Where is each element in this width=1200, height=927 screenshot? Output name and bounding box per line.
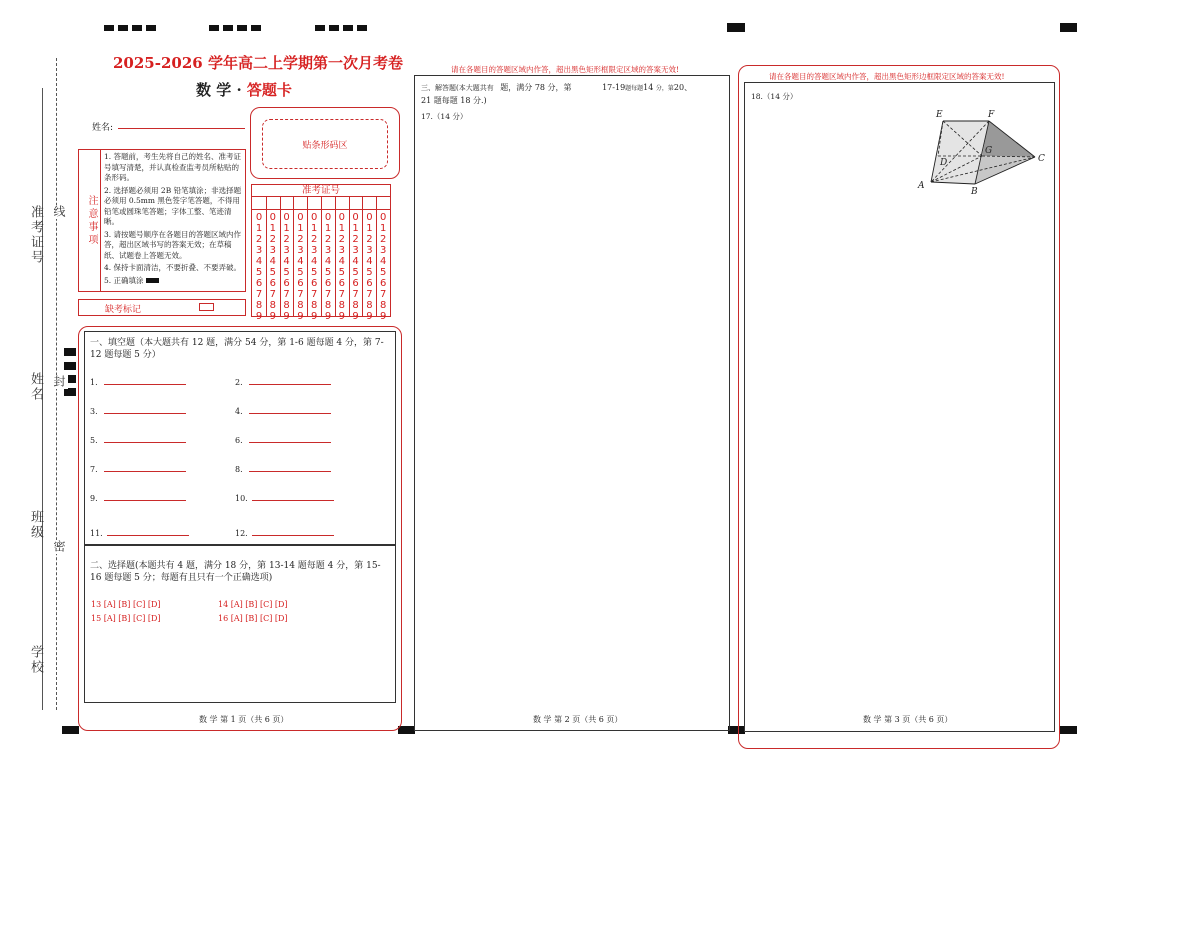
blank-number: 11. (90, 529, 103, 538)
blank-number: 2. (235, 378, 243, 387)
fill-example-label: 5. 正确填涂 (104, 275, 144, 285)
side-label-ticket: 准考证号 (28, 205, 43, 265)
notice-item-fill (104, 276, 244, 287)
ticket-digit[interactable]: 7 (283, 289, 290, 300)
ticket-digit[interactable]: 1 (283, 223, 290, 234)
ticket-digit-column[interactable] (294, 212, 306, 322)
ticket-digit[interactable]: 6 (297, 278, 304, 289)
name-label: 姓名: (92, 123, 114, 133)
side-mark (64, 362, 76, 370)
ticket-digit[interactable]: 2 (283, 234, 290, 245)
ticket-digit[interactable]: 5 (338, 267, 345, 278)
ticket-digit[interactable]: 7 (297, 289, 304, 300)
ticket-digit[interactable]: 0 (255, 212, 263, 223)
section3-part: 三、解答题(本大题共有 (421, 84, 494, 92)
ticket-digit[interactable]: 5 (324, 267, 332, 278)
ticket-digit[interactable]: 8 (366, 300, 373, 311)
ticket-digit-column[interactable] (377, 212, 389, 322)
figure-label-c: C (1038, 154, 1045, 164)
ticket-digit-column[interactable] (281, 212, 293, 322)
ticket-digit[interactable]: 4 (338, 256, 345, 267)
ticket-digit[interactable]: 3 (311, 245, 318, 256)
ticket-grid (251, 184, 391, 322)
notice-item: 2. 选择题必须用 2B 铅笔填涂；非选择题必须用 0.5mm 黑色签字笔答题，不得用铅笔或圆珠笔答题；字体工整、笔迹清晰。 (104, 185, 242, 226)
ticket-digit[interactable]: 1 (380, 223, 387, 234)
ticket-digit[interactable]: 9 (297, 311, 304, 322)
ticket-digit-column[interactable] (253, 212, 265, 322)
ticket-digit[interactable]: 3 (269, 245, 276, 256)
ticket-digit[interactable]: 2 (380, 234, 387, 245)
figure-label-f: F (988, 110, 995, 120)
blank-item (235, 521, 334, 540)
blank-number: 5. (90, 436, 98, 445)
ticket-digit[interactable]: 6 (366, 278, 373, 289)
choice-14[interactable]: 14 [A] [B] [C] [D] (218, 600, 288, 609)
ticket-digit[interactable]: 3 (366, 245, 373, 256)
ticket-digit[interactable]: 3 (380, 245, 387, 256)
ticket-digit[interactable]: 8 (297, 300, 304, 311)
ticket-digit-column[interactable] (308, 212, 320, 322)
timing-mark (104, 25, 159, 31)
blank-item (235, 399, 331, 418)
ticket-digit[interactable]: 9 (352, 311, 359, 322)
ticket-digit-column[interactable] (350, 212, 362, 322)
ticket-digit[interactable]: 4 (324, 256, 332, 267)
ticket-digit[interactable]: 9 (311, 311, 318, 322)
notice-item: 3. 请按题号顺序在各题目的答题区域内作答，超出区域书写的答案无效；在草稿纸、试题卷上答题无效。 (104, 229, 242, 260)
barcode-area (262, 119, 388, 169)
ticket-digit[interactable]: 9 (338, 311, 345, 322)
ticket-digit[interactable]: 2 (311, 234, 318, 245)
figure-label-b: B (971, 187, 978, 197)
ticket-digit[interactable]: 4 (269, 256, 276, 267)
question-18: 18.（14 分） (751, 92, 798, 101)
timing-mark (398, 726, 415, 734)
ticket-digit-column[interactable] (336, 212, 348, 322)
blank-answer-line[interactable] (107, 527, 189, 536)
seal-text-seal: 封 (52, 375, 66, 389)
page2-warning: 请在各题目的答题区域内作答，超出黑色矩形框限定区域的答案无效! (451, 65, 680, 74)
ticket-digit[interactable]: 0 (269, 212, 276, 223)
blank-item (235, 428, 331, 447)
ticket-digit[interactable]: 0 (283, 212, 290, 223)
side-label-school: 学校 (28, 645, 43, 675)
timing-mark (209, 25, 261, 31)
timing-mark (315, 25, 367, 31)
section2-title: 二、选择题(本题共有 4 题，满分 18 分，第 13-14 题每题 4 分，第 15-16 题每题 5 分；每题有且只有一个正确选项) (90, 561, 381, 583)
ticket-digit[interactable]: 7 (269, 289, 276, 300)
ticket-digit[interactable]: 1 (338, 223, 345, 234)
blank-answer-line[interactable] (104, 434, 186, 443)
barcode-label: 贴条形码区 (302, 140, 348, 151)
ticket-digit[interactable]: 0 (352, 212, 359, 223)
blank-answer-line[interactable] (249, 434, 331, 443)
ticket-digit[interactable]: 2 (352, 234, 359, 245)
ticket-digit[interactable]: 2 (324, 234, 332, 245)
blank-answer-line[interactable] (249, 376, 331, 385)
ticket-digit[interactable]: 5 (352, 267, 359, 278)
choice-16[interactable]: 16 [A] [B] [C] [D] (218, 614, 288, 623)
notice-box (78, 149, 246, 292)
ticket-digit[interactable]: 9 (380, 311, 387, 322)
blank-number: 4. (235, 407, 243, 416)
ticket-digit[interactable]: 1 (324, 223, 332, 234)
exam-title: 2025-2026 学年高二上学期第一次月考卷 (113, 54, 403, 72)
ticket-digit-column[interactable] (363, 212, 375, 322)
timing-mark (1060, 23, 1077, 32)
blank-answer-line[interactable] (252, 492, 334, 501)
blank-item (90, 521, 189, 540)
ticket-digit[interactable]: 7 (324, 289, 332, 300)
ticket-digit[interactable]: 3 (297, 245, 304, 256)
ticket-digit[interactable]: 0 (324, 212, 332, 223)
name-field[interactable] (118, 117, 245, 129)
ticket-digit-column[interactable] (267, 212, 279, 322)
ticket-digit[interactable]: 9 (324, 311, 332, 322)
ticket-digit[interactable]: 3 (255, 245, 263, 256)
section3-part: 题，满分 78 分，第 (500, 83, 572, 92)
blank-item (90, 457, 186, 476)
ticket-digit[interactable]: 6 (324, 278, 332, 289)
blank-item (235, 486, 334, 505)
blank-answer-line[interactable] (249, 405, 331, 414)
section3-part: 20、 (673, 83, 693, 92)
ticket-digit[interactable]: 6 (352, 278, 359, 289)
section3-part: 题每题 (625, 85, 644, 92)
page3-warning: 请在各题目的答题区域内作答，超出黑色矩形边框限定区域的答案无效! (769, 72, 1005, 81)
ticket-digit[interactable]: 4 (311, 256, 318, 267)
figure-label-e: E (936, 110, 943, 120)
ticket-digit[interactable]: 4 (255, 256, 263, 267)
ticket-digit[interactable]: 1 (311, 223, 318, 234)
ticket-digit[interactable]: 6 (283, 278, 290, 289)
choice-13[interactable]: 13 [A] [B] [C] [D] (91, 600, 161, 609)
ticket-digit[interactable]: 8 (255, 300, 263, 311)
ticket-digit[interactable]: 7 (255, 289, 263, 300)
page2-panel (414, 75, 730, 731)
blank-number: 12. (235, 529, 248, 538)
section3-title (421, 82, 721, 107)
ticket-digit[interactable]: 1 (255, 223, 263, 234)
ticket-digit[interactable]: 8 (269, 300, 276, 311)
blank-item (235, 370, 331, 389)
ticket-digit[interactable]: 0 (338, 212, 345, 223)
page3-footer: 数 学 第 3 页（共 6 页） (863, 715, 953, 724)
ticket-digit[interactable]: 4 (352, 256, 359, 267)
ticket-digit[interactable]: 1 (269, 223, 276, 234)
subject-label: 数 学 · (196, 81, 247, 99)
side-mark (64, 388, 76, 396)
card-label: 答题卡 (246, 81, 292, 99)
blank-item (90, 486, 186, 505)
ticket-digit[interactable]: 2 (269, 234, 276, 245)
ticket-digit[interactable]: 0 (366, 212, 373, 223)
section3-part: 17-19 (602, 83, 626, 92)
ticket-digit[interactable]: 9 (269, 311, 276, 322)
ticket-digit[interactable]: 1 (366, 223, 373, 234)
blank-number: 7. (90, 465, 98, 474)
side-label-name: 姓名 (28, 372, 43, 402)
ticket-digit[interactable]: 5 (269, 267, 276, 278)
ticket-digit[interactable]: 9 (366, 311, 373, 322)
ticket-digit[interactable]: 0 (380, 212, 387, 223)
timing-mark (62, 726, 79, 734)
blank-item (90, 370, 186, 389)
ticket-digit[interactable]: 6 (338, 278, 345, 289)
blank-number: 8. (235, 465, 243, 474)
fill-example-mark (146, 278, 159, 283)
page2-footer: 数 学 第 2 页（共 6 页） (533, 715, 623, 724)
ticket-digit[interactable]: 7 (352, 289, 359, 300)
ticket-digit[interactable]: 5 (311, 267, 318, 278)
ticket-digit[interactable]: 1 (352, 223, 359, 234)
ticket-digit[interactable]: 3 (324, 245, 332, 256)
ticket-digit[interactable]: 5 (255, 267, 263, 278)
notice-heading: 注意事项 (79, 150, 101, 291)
page1-footer: 数 学 第 1 页（共 6 页） (199, 715, 289, 724)
notice-item: 1. 答题前，考生先将自己的姓名、准考证号填写清楚，并认真检查监考员所粘贴的条形码。 (104, 152, 242, 182)
ticket-digit[interactable]: 5 (380, 267, 387, 278)
choice-15[interactable]: 15 [A] [B] [C] [D] (91, 614, 161, 623)
section1-title: 一、填空题（本大题共有 12 题，满分 54 分，第 1-6 题每题 4 分，第 7-12 题每题 5 分） (90, 338, 384, 360)
ticket-digit[interactable]: 4 (283, 256, 290, 267)
blank-answer-line[interactable] (104, 492, 186, 501)
ticket-digit[interactable]: 7 (366, 289, 373, 300)
side-label-class: 班级 (28, 510, 43, 540)
ticket-digit[interactable]: 7 (380, 289, 387, 300)
question-17: 17.（14 分） (421, 112, 468, 121)
blank-answer-line[interactable] (104, 463, 186, 472)
blank-item (90, 428, 186, 447)
ticket-digit[interactable]: 6 (380, 278, 387, 289)
ticket-digit[interactable]: 4 (366, 256, 373, 267)
absent-checkbox[interactable] (199, 303, 214, 311)
blank-number: 9. (90, 494, 98, 503)
section3-part: 14 (643, 83, 654, 92)
figure-label-a: A (918, 181, 925, 191)
absent-box (78, 299, 246, 316)
absent-label: 缺考标记 (105, 305, 142, 315)
ticket-digit[interactable]: 0 (311, 212, 318, 223)
blank-answer-line[interactable] (104, 405, 186, 414)
ticket-digit[interactable]: 1 (297, 223, 304, 234)
figure-label-d: D (940, 158, 948, 168)
ticket-digit[interactable]: 8 (311, 300, 318, 311)
ticket-digit[interactable]: 9 (255, 311, 263, 322)
section3-part: 分，第 (655, 85, 674, 92)
ticket-digit[interactable]: 9 (283, 311, 290, 322)
ticket-digit[interactable]: 7 (311, 289, 318, 300)
timing-mark (727, 23, 745, 32)
section3-part: 21 题每题 18 分.) (421, 96, 487, 105)
section2-box (84, 545, 396, 703)
ticket-digit[interactable]: 8 (283, 300, 290, 311)
ticket-digit-column[interactable] (322, 212, 334, 322)
blank-answer-line[interactable] (104, 376, 186, 385)
ticket-digit[interactable]: 4 (297, 256, 304, 267)
ticket-digit[interactable]: 8 (324, 300, 332, 311)
ticket-digit[interactable]: 2 (338, 234, 345, 245)
blank-item (90, 399, 186, 418)
barcode-panel (250, 107, 400, 179)
ticket-digit[interactable]: 4 (380, 256, 387, 267)
ticket-digit[interactable]: 2 (297, 234, 304, 245)
ticket-digit[interactable]: 3 (283, 245, 290, 256)
blank-number: 1. (90, 378, 98, 387)
notice-list (104, 152, 244, 286)
ticket-digit[interactable]: 3 (338, 245, 345, 256)
timing-mark (1060, 726, 1077, 734)
blank-number: 3. (90, 407, 98, 416)
blank-number: 10. (235, 494, 248, 503)
ticket-digit[interactable]: 5 (366, 267, 373, 278)
ticket-digit[interactable]: 3 (352, 245, 359, 256)
ticket-digit[interactable]: 5 (297, 267, 304, 278)
geometry-figure (910, 106, 1050, 198)
ticket-label: 准考证号 (252, 185, 390, 197)
blank-answer-line[interactable] (249, 463, 331, 472)
ticket-digit[interactable]: 2 (366, 234, 373, 245)
ticket-digit[interactable]: 7 (338, 289, 345, 300)
ticket-digit[interactable]: 8 (380, 300, 387, 311)
ticket-digit[interactable]: 6 (255, 278, 263, 289)
ticket-digit[interactable]: 6 (269, 278, 276, 289)
ticket-digit[interactable]: 6 (311, 278, 318, 289)
ticket-digit[interactable]: 8 (352, 300, 359, 311)
ticket-digit[interactable]: 0 (297, 212, 304, 223)
side-mark (64, 348, 76, 356)
ticket-digit[interactable]: 8 (338, 300, 345, 311)
seal-text-line: 线 (52, 205, 66, 219)
ticket-digit[interactable]: 5 (283, 267, 290, 278)
notice-item: 4. 保持卡面清洁，不要折叠、不要弄破。 (104, 263, 242, 272)
blank-answer-line[interactable] (252, 527, 334, 536)
blank-item (235, 457, 331, 476)
blank-number: 6. (235, 436, 243, 445)
card-heading (196, 79, 292, 100)
seal-text-secret: 密 (52, 540, 66, 554)
figure-label-g: G (985, 146, 993, 156)
ticket-digit[interactable]: 2 (255, 234, 263, 245)
